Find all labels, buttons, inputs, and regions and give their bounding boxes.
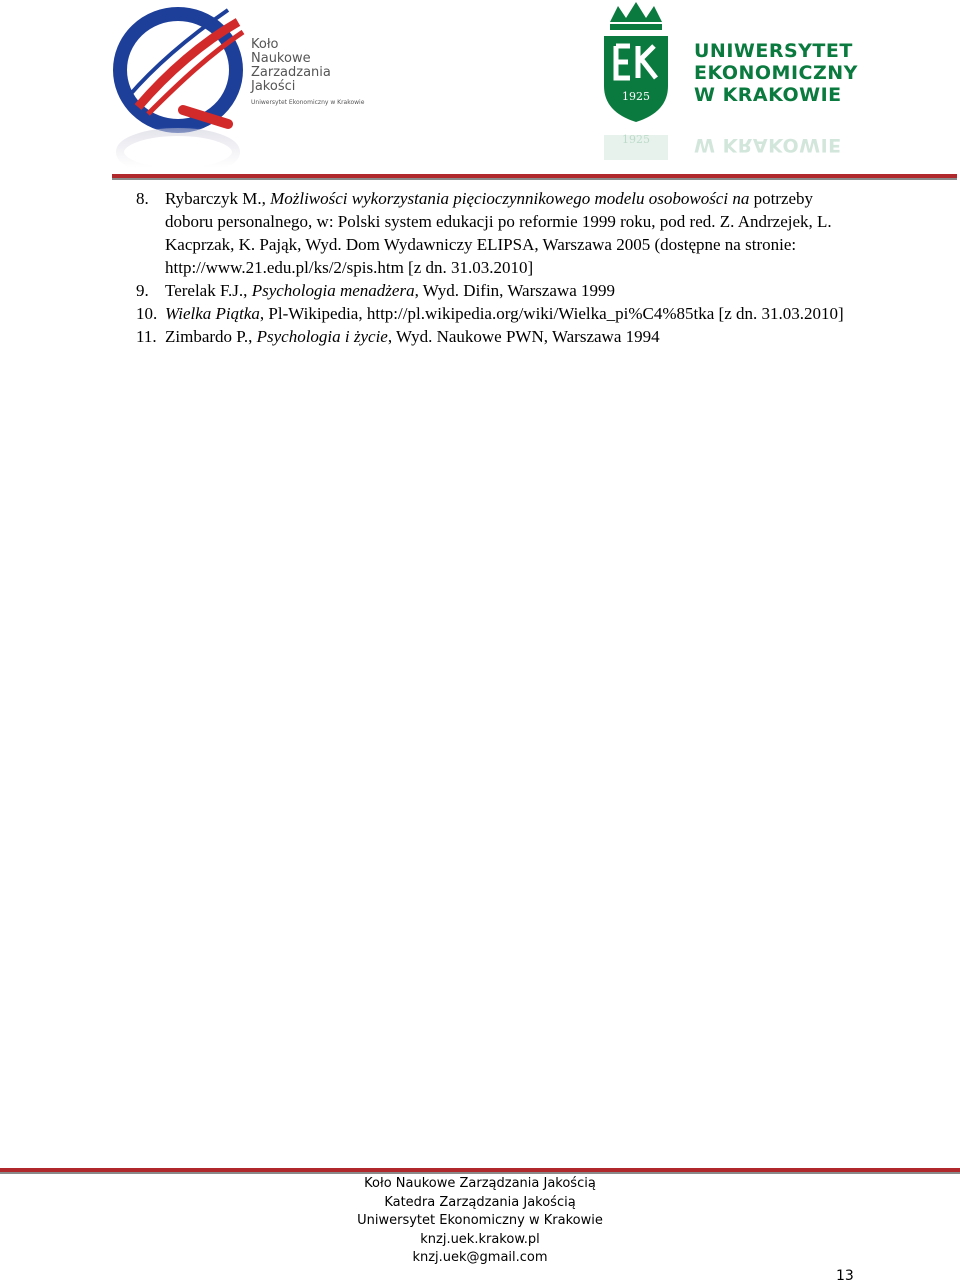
footer-email: knzj.uek@gmail.com [412, 1250, 548, 1265]
entry-text: , Wyd. Naukowe PWN, Warszawa 1994 [387, 327, 660, 346]
bibliography-entry [136, 325, 856, 348]
bibliography-entry [136, 187, 856, 279]
uek-name-line-3: W KRAKOWIE [694, 84, 842, 106]
footer-divider [0, 1168, 960, 1172]
page-number: 13 [836, 1268, 854, 1284]
knzj-logo-line-4: Jakości [251, 79, 296, 94]
entry-number: 9. [136, 281, 149, 300]
uek-reflection-year: 1925 [622, 133, 650, 146]
entry-title: Psychologia i życie [256, 327, 388, 346]
entry-text: , Pl-Wikipedia, http://pl.wikipedia.org/wiki/Wielka_pi%C4%85tka [z dn. 31.03.2010] [259, 304, 844, 323]
page-footer [0, 1175, 960, 1268]
footer-org-name: Koło Naukowe Zarządzania Jakością [364, 1176, 596, 1191]
uek-name-line-1: UNIWERSYTET [694, 40, 853, 62]
entry-title: Możliwości wykorzystania pięcioczynnikowego modelu osobowości na [270, 189, 750, 208]
page-header [0, 0, 960, 180]
entry-text: potrzeby doboru personalnego, w: Polski system edukacji po reformie 1999 roku, pod red. Z. Andrzejek, L. Kacprzak, K. Pająk, Wyd. Dom Wydawniczy ELIPSA, Warszawa 2005 (dostępne na stronie: http://www.21.edu.pl/ks/2/spis.htm [z dn. 31.03.2010] [165, 189, 832, 277]
footer-university: Uniwersytet Ekonomiczny w Krakowie [357, 1213, 603, 1228]
entry-number: 8. [136, 189, 149, 208]
footer-department: Katedra Zarządzania Jakością [384, 1194, 576, 1210]
entry-title: Wielka Piątka [165, 304, 260, 323]
bibliography-entry [136, 302, 856, 325]
knzj-logo-line-1: Koło [251, 37, 279, 52]
knzj-logo-line-3: Zarzadzania [251, 65, 331, 80]
entry-title: Psychologia menadżera [251, 281, 415, 300]
knzj-logo [108, 2, 358, 167]
uek-name-reflection: W KRAKOWIE [694, 134, 842, 156]
entry-text: , Wyd. Difin, Warszawa 1999 [414, 281, 616, 300]
entry-text: Rybarczyk M., [165, 189, 271, 208]
bibliography-list [136, 187, 856, 348]
footer-website: knzj.uek.krakow.pl [420, 1231, 540, 1247]
header-divider [112, 174, 957, 178]
entry-number: 11. [136, 327, 157, 346]
entry-text: Zimbardo P., [165, 327, 257, 346]
knzj-logo-subtitle: Uniwersytet Ekonomiczny w Krakowie [251, 99, 365, 106]
entry-number: 10. [136, 304, 158, 323]
knzj-logo-line-2: Naukowe [251, 51, 311, 66]
bibliography-entry [136, 279, 856, 302]
entry-text: Terelak F.J., [165, 281, 252, 300]
uek-name-line-2: EKONOMICZNY [694, 62, 858, 84]
uek-founding-year: 1925 [622, 90, 650, 103]
